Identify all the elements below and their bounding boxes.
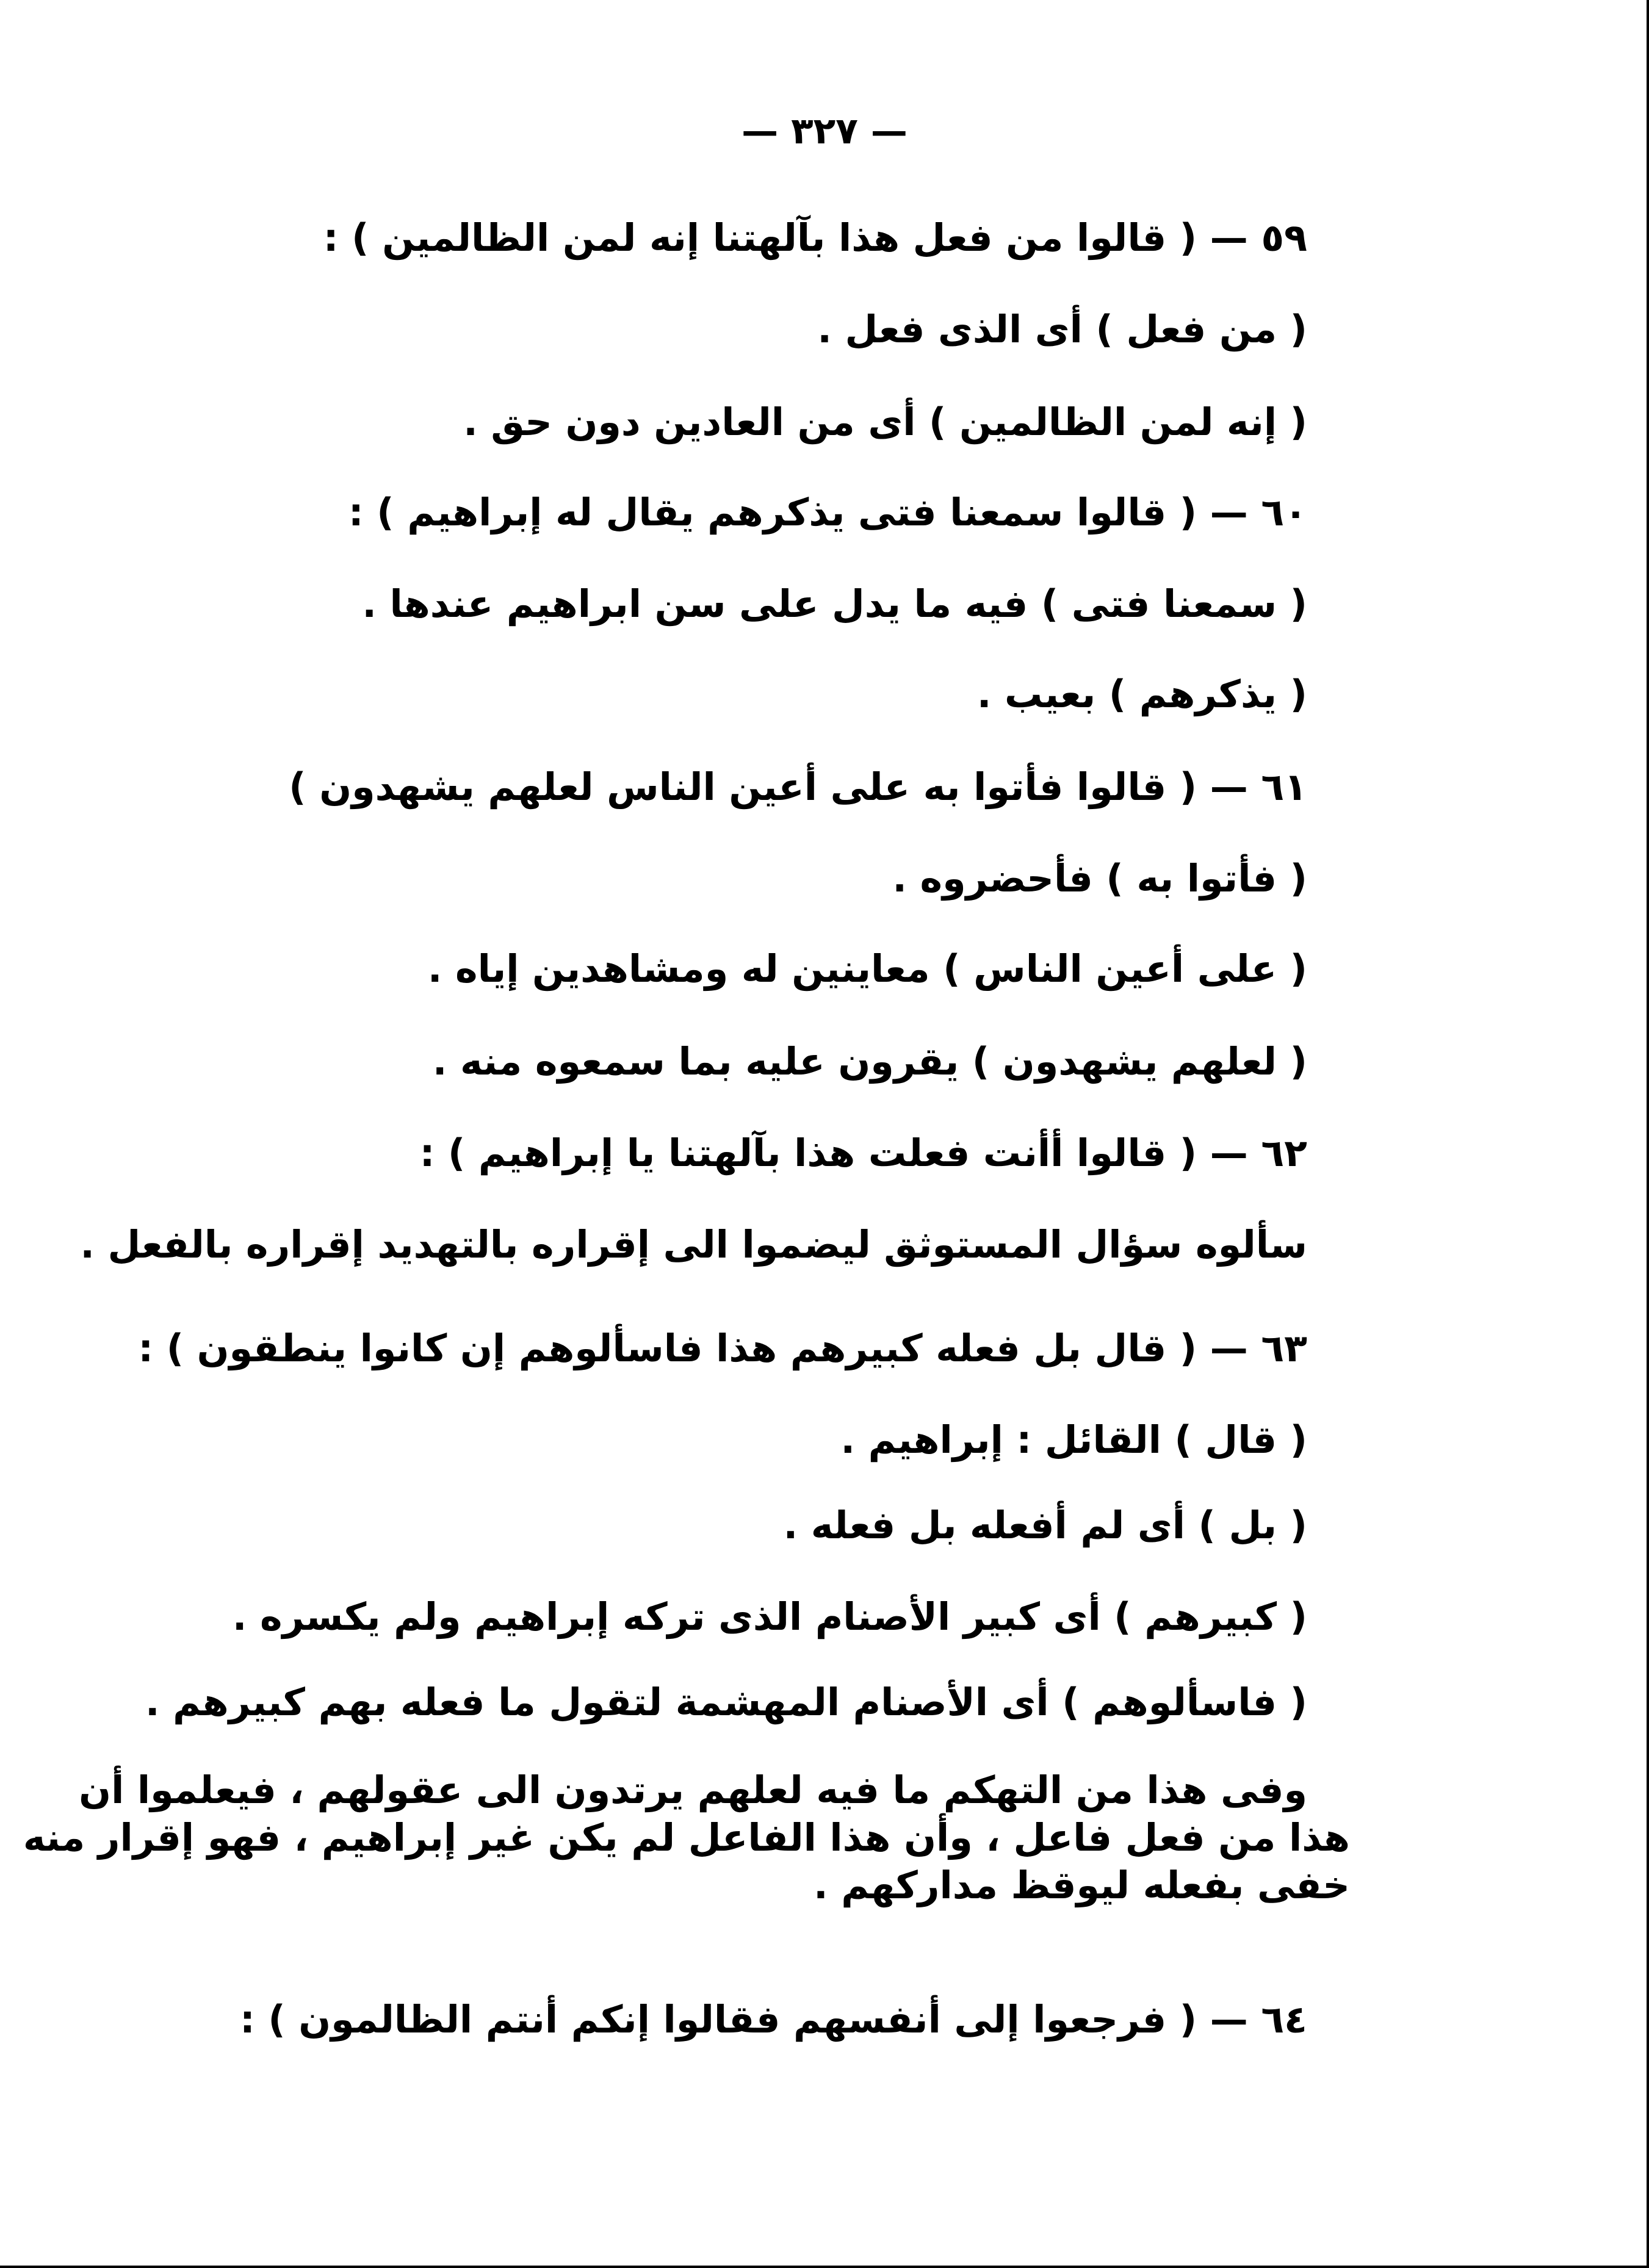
paragraph-line: هذا من فعل فاعل ، وأن هذا الفاعل لم يكن غير إبراهيم ، فهو إقرار منه bbox=[23, 1815, 1350, 1860]
scan-border-right bbox=[1647, 0, 1649, 2268]
gloss-line: ( لعلهم يشهدون ) يقرون عليه بما سمعوه منه . bbox=[432, 1039, 1307, 1084]
verse-60-heading: ٦٠ — ( قالوا سمعنا فتى يذكرهم يقال له إبراهيم ) : bbox=[348, 490, 1307, 535]
gloss-line: ( سمعنا فتى ) فيه ما يدل على سن ابراهيم عندها . bbox=[362, 581, 1307, 626]
paragraph-line: خفى بفعله ليوقظ مداركهم . bbox=[814, 1863, 1350, 1907]
verse-61-heading: ٦١ — ( قالوا فأتوا به على أعين الناس لعلهم يشهدون ) bbox=[289, 765, 1307, 809]
verse-62-heading: ٦٢ — ( قالوا أأنت فعلت هذا بآلهتنا يا إبراهيم ) : bbox=[419, 1131, 1307, 1175]
commentary-paragraph bbox=[23, 1766, 1350, 1909]
gloss-line: ( إنه لمن الظالمين ) أى من العادين دون حق . bbox=[463, 400, 1307, 444]
gloss-line: ( على أعين الناس ) معاينين له ومشاهدين إياه . bbox=[427, 946, 1307, 991]
verse-63-heading: ٦٣ — ( قال بل فعله كبيرهم هذا فاسألوهم إن كانوا ينطقون ) : bbox=[138, 1326, 1307, 1370]
scan-border-bottom bbox=[0, 2266, 1649, 2268]
gloss-line: ( بل ) أى لم أفعله بل فعله . bbox=[783, 1503, 1307, 1547]
gloss-line: ( كبيرهم ) أى كبير الأصنام الذى تركه إبراهيم ولم يكسره . bbox=[232, 1594, 1307, 1639]
page-number: — ٣٢٧ — bbox=[742, 110, 907, 153]
gloss-line: ( فأتوا به ) فأحضروه . bbox=[892, 856, 1307, 901]
gloss-line: ( يذكرهم ) بعيب . bbox=[976, 672, 1307, 716]
paragraph-line: وفى هذا من التهكم ما فيه لعلهم يرتدون الى عقولهم ، فيعلموا أن bbox=[79, 1768, 1307, 1812]
gloss-line: ( من فعل ) أى الذى فعل . bbox=[817, 307, 1307, 351]
verse-64-heading: ٦٤ — ( فرجعوا إلى أنفسهم فقالوا إنكم أنتم الظالمون ) : bbox=[239, 1997, 1307, 2042]
verse-59-heading: ٥٩ — ( قالوا من فعل هذا بآلهتنا إنه لمن الظالمين ) : bbox=[323, 215, 1307, 260]
gloss-line: سألوه سؤال المستوثق ليضموا الى إقراره بالتهديد إقراره بالفعل . bbox=[80, 1222, 1307, 1267]
gloss-line: ( فاسألوهم ) أى الأصنام المهشمة لتقول ما فعله بهم كبيرهم . bbox=[145, 1680, 1307, 1724]
gloss-line: ( قال ) القائل : إبراهيم . bbox=[840, 1417, 1307, 1462]
